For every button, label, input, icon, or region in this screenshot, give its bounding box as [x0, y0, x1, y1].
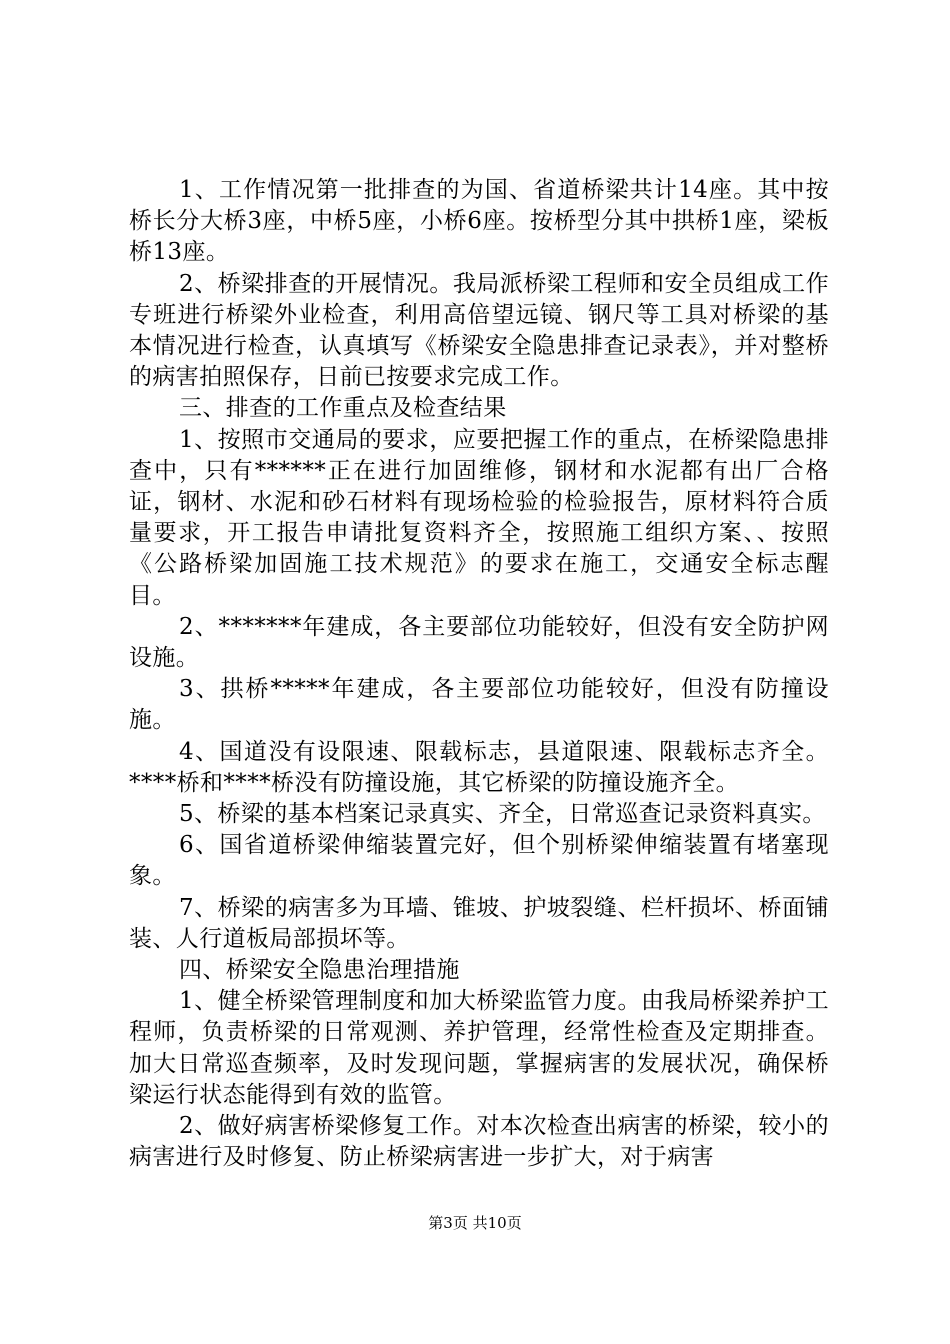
paragraph-result-3: 3、拱桥*****年建成，各主要部位功能较好，但没有防撞设施。: [129, 676, 829, 734]
paragraph-inspection-progress: 2、桥梁排查的开展情况。我局派桥梁工程师和安全员组成工作专班进行桥梁外业检查，利用高倍望远镜、钢尺等工具对桥梁的基本情况进行检查，认真填写《桥梁安全隐患排查记录表》，并对整桥的病害拍照保存，日前已按要求完成工作。: [129, 270, 829, 391]
page-number-footer: 第3页 共10页: [428, 1214, 522, 1232]
paragraph-result-4: 4、国道没有设限速、限载标志，县道限速、限载标志齐全。****桥和****桥没有防撞设施，其它桥梁的防撞设施齐全。: [129, 738, 829, 796]
paragraph-result-1: 1、按照市交通局的要求，应要把握工作的重点，在桥梁隐患排查中，只有******正在进行加固维修，钢材和水泥都有出厂合格证，钢材、水泥和砂石材料有现场检验的检验报告，原材料符合质量要求，开工报告申请批复资料齐全，按照施工组织方案、、按照《公路桥梁加固施工技术规范》的要求在施工，交通安全标志醒目。: [129, 426, 829, 609]
paragraph-measure-2: 2、做好病害桥梁修复工作。对本次检查出病害的桥梁，较小的病害进行及时修复、防止桥梁病害进一步扩大，对于病害: [129, 1113, 829, 1171]
paragraph-result-5: 5、桥梁的基本档案记录真实、齐全，日常巡查记录资料真实。: [179, 801, 826, 828]
document-body: [129, 175, 829, 1174]
paragraph-result-6: 6、国省道桥梁伸缩装置完好，但个别桥梁伸缩装置有堵塞现象。: [129, 832, 829, 890]
paragraph-result-7: 7、桥梁的病害多为耳墙、锥坡、护坡裂缝、栏杆损坏、桥面铺装、人行道板局部损坏等。: [129, 894, 829, 952]
paragraph-work-status: 1、工作情况第一批排查的为国、省道桥梁共计14座。其中按桥长分大桥3座，中桥5座，小桥6座。按桥型分其中拱桥1座，梁板桥13座。: [129, 177, 829, 266]
paragraph-result-2: 2、*******年建成，各主要部位功能较好，但没有安全防护网设施。: [129, 613, 829, 672]
section-heading-measures: 四、桥梁安全隐患治理措施: [179, 957, 460, 984]
section-heading-key-results: 三、排查的工作重点及检查结果: [179, 395, 507, 422]
paragraph-measure-1: 1、健全桥梁管理制度和加大桥梁监管力度。由我局桥梁养护工程师，负责桥梁的日常观测、养护管理，经常性检查及定期排查。加大日常巡查频率，及时发现问题，掌握病害的发展状况，确保桥梁运行状态能得到有效的监管。: [129, 988, 829, 1108]
